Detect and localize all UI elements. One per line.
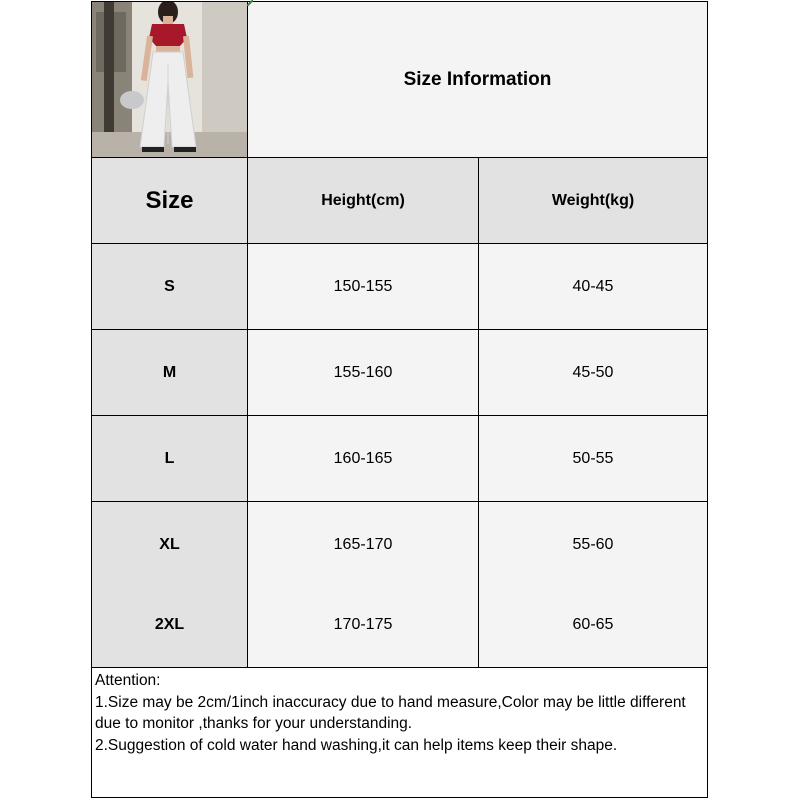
table-row <box>92 244 707 330</box>
weight-cell: 60-65 <box>479 582 707 667</box>
title-cell <box>248 2 707 158</box>
weight-cell: 40-45 <box>479 244 707 329</box>
header-size: Size <box>92 158 248 243</box>
size-cell: XL <box>92 502 248 587</box>
table-row <box>92 582 707 668</box>
height-cell: 160-165 <box>248 416 479 501</box>
product-photo <box>92 2 248 158</box>
height-cell: 150-155 <box>248 244 479 329</box>
size-chart-sheet <box>91 1 708 798</box>
attention-notes <box>95 670 701 756</box>
notes-heading: Attention: <box>95 672 161 689</box>
table-header-row <box>92 158 707 244</box>
table-row <box>92 416 707 502</box>
height-cell: 170-175 <box>248 582 479 667</box>
size-cell: S <box>92 244 248 329</box>
height-cell: 155-160 <box>248 330 479 415</box>
table-row <box>92 330 707 416</box>
model-photo-icon <box>92 2 247 157</box>
header-weight: Weight(kg) <box>479 158 707 243</box>
notes-line-2: 2.Suggestion of cold water hand washing,it can help items keep their shape. <box>95 736 618 754</box>
weight-cell: 45-50 <box>479 330 707 415</box>
size-cell: M <box>92 330 248 415</box>
size-cell: 2XL <box>92 582 248 667</box>
weight-cell: 50-55 <box>479 416 707 501</box>
corner-tick-icon <box>247 0 253 6</box>
size-cell: L <box>92 416 248 501</box>
page-title: Size Information <box>403 68 552 90</box>
table-row <box>92 502 707 588</box>
height-cell: 165-170 <box>248 502 479 587</box>
header-height: Height(cm) <box>248 158 479 243</box>
weight-cell: 55-60 <box>479 502 707 587</box>
notes-line-1: 1.Size may be 2cm/1inch inaccuracy due to hand measure,Color may be little different due to monitor ,thanks for your understanding. <box>95 693 686 732</box>
